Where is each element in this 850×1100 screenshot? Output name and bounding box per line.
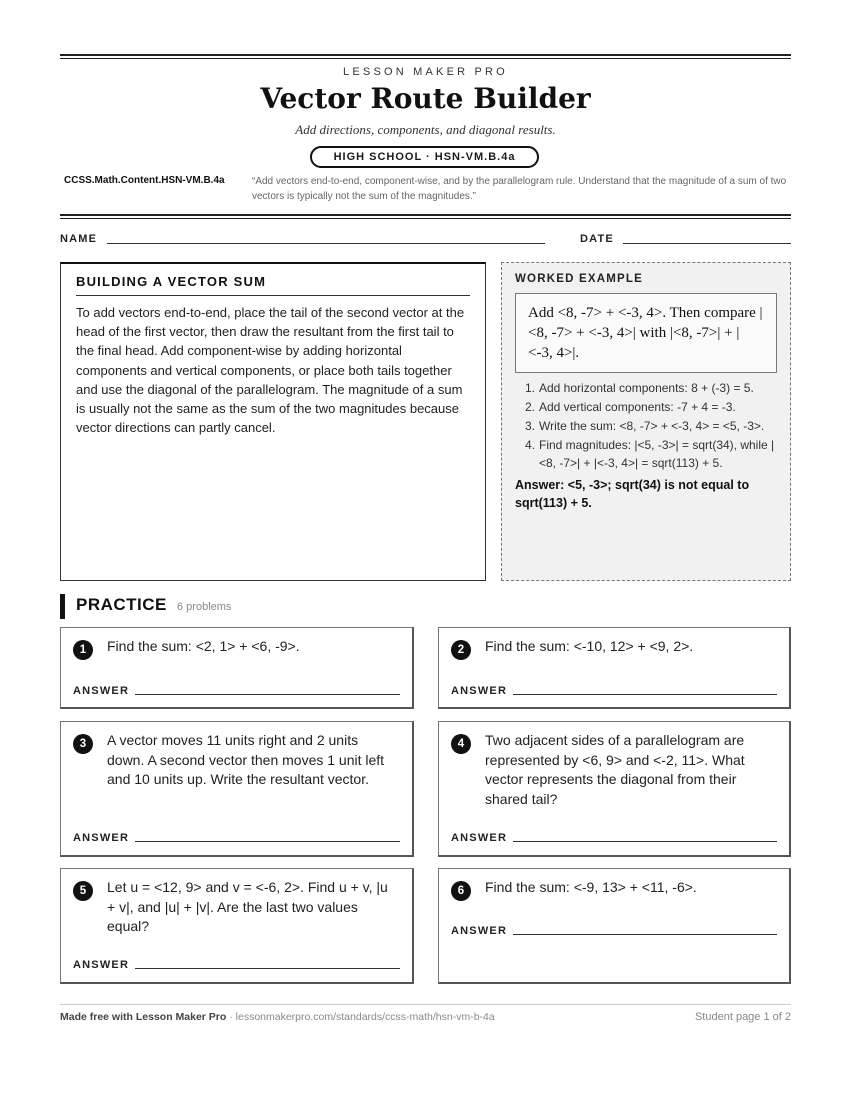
answer-line[interactable] bbox=[135, 694, 400, 695]
answer-line[interactable] bbox=[135, 968, 400, 969]
worked-example-box bbox=[501, 262, 791, 581]
standard-description: “Add vectors end-to-end, component-wise, and by the parallelogram rule. Understand that the magnitude of a sum of two vectors is typically not the sum of the magnitudes.” bbox=[252, 176, 787, 202]
concept-title: BUILDING A VECTOR SUM bbox=[76, 274, 470, 296]
example-step bbox=[515, 417, 777, 435]
problem-card-5 bbox=[60, 868, 414, 984]
problem-card-3 bbox=[60, 721, 414, 857]
footer-divider bbox=[60, 1004, 791, 1005]
brand-name: LESSON MAKER PRO bbox=[343, 66, 508, 78]
step-number: 1. bbox=[524, 381, 535, 395]
problem-card-2 bbox=[438, 627, 791, 709]
practice-accent-bar bbox=[60, 594, 65, 619]
problem-number-badge: 3 bbox=[73, 734, 93, 754]
step-number: 4. bbox=[524, 438, 535, 452]
answer-line[interactable] bbox=[135, 841, 400, 842]
problem-number-badge: 2 bbox=[451, 640, 471, 660]
step-text: Write the sum: <8, -7> + <-3, 4> = <5, -3>. bbox=[539, 419, 765, 433]
footer-made-with: Made free with Lesson Maker Pro bbox=[60, 1011, 227, 1023]
worked-example-title: WORKED EXAMPLE bbox=[515, 273, 643, 285]
problem-text: Find the sum: <-9, 13> + <11, -6>. bbox=[485, 879, 697, 895]
example-step bbox=[515, 436, 777, 472]
problem-text: Let u = <12, 9> and v = <-6, 2>. Find u + v, |u + v|, and |u| + |v|. Are the last two values equal? bbox=[107, 879, 388, 934]
answer-label: ANSWER bbox=[73, 959, 130, 971]
step-text: Find magnitudes: |<5, -3>| = sqrt(34), while |<8, -7>| + |<-3, 4>| = sqrt(113) + 5. bbox=[539, 438, 775, 470]
problem-number-badge: 4 bbox=[451, 734, 471, 754]
problem-number-badge: 1 bbox=[73, 640, 93, 660]
step-text: Add horizontal components: 8 + (-3) = 5. bbox=[539, 381, 754, 395]
concept-body: To add vectors end-to-end, place the tail of the second vector at the head of the first vector, then draw the resultant from the first tail to the final head. Add component-wise by adding horizontal components and vertical components, or place both tails together and use the diagonal of the parallelogram. The magnitude of a sum is usually not the same as the sum of the two magnitudes because vector directions can partly cancel. bbox=[76, 305, 465, 436]
worked-example-prompt: Add <8, -7> + <-3, 4>. Then compare |<8, -7> + <-3, 4>| with |<8, -7>| + |<-3, 4>|. bbox=[515, 293, 777, 373]
problem-card-6 bbox=[438, 868, 791, 984]
answer-label: ANSWER bbox=[451, 925, 508, 937]
worked-example-answer: Answer: <5, -3>; sqrt(34) is not equal to sqrt(113) + 5. bbox=[515, 478, 750, 510]
concept-box bbox=[60, 262, 486, 581]
problem-text: Two adjacent sides of a parallelogram are represented by <6, 9> and <-2, 11>. What vector represents the diagonal from their shared tail? bbox=[485, 732, 745, 807]
header-bottom-double-rule bbox=[60, 214, 791, 219]
problem-number-badge: 5 bbox=[73, 881, 93, 901]
footer-credit bbox=[60, 1011, 495, 1023]
example-step bbox=[515, 379, 777, 397]
problem-card-1 bbox=[60, 627, 414, 709]
name-label: NAME bbox=[60, 233, 98, 245]
worked-example-steps bbox=[515, 379, 777, 472]
worksheet-page bbox=[60, 0, 791, 1100]
problem-text: A vector moves 11 units right and 2 units down. A second vector then moves 1 unit left and 10 units up. Write the resultant vector. bbox=[107, 732, 385, 787]
answer-line[interactable] bbox=[513, 841, 777, 842]
answer-line[interactable] bbox=[513, 694, 777, 695]
problem-card-4 bbox=[438, 721, 791, 857]
example-step bbox=[515, 398, 777, 416]
problem-text: Find the sum: <2, 1> + <6, -9>. bbox=[107, 638, 300, 654]
step-number: 3. bbox=[524, 419, 535, 433]
answer-label: ANSWER bbox=[451, 832, 508, 844]
grade-standard-badge: HIGH SCHOOL · HSN-VM.B.4a bbox=[310, 146, 539, 168]
answer-label: ANSWER bbox=[73, 832, 130, 844]
practice-count: 6 problems bbox=[177, 601, 232, 613]
step-text: Add vertical components: -7 + 4 = -3. bbox=[539, 400, 736, 414]
step-number: 2. bbox=[524, 400, 535, 414]
page-subtitle: Add directions, components, and diagonal results. bbox=[295, 122, 556, 137]
answer-label: ANSWER bbox=[73, 685, 130, 697]
page-title: Vector Route Builder bbox=[260, 82, 591, 115]
practice-title: PRACTICE bbox=[76, 595, 167, 614]
footer-link[interactable]: · lessonmakerpro.com/standards/ccss-math/hsn-vm-b-4a bbox=[226, 1011, 495, 1023]
problem-number-badge: 6 bbox=[451, 881, 471, 901]
name-field-line[interactable] bbox=[107, 243, 545, 244]
standard-code: CCSS.Math.Content.HSN-VM.B.4a bbox=[64, 175, 225, 186]
answer-line[interactable] bbox=[513, 934, 777, 935]
footer-page-number: Student page 1 of 2 bbox=[694, 1011, 791, 1023]
date-label: DATE bbox=[580, 233, 614, 245]
answer-label: ANSWER bbox=[451, 685, 508, 697]
date-field-line[interactable] bbox=[623, 243, 791, 244]
top-double-rule bbox=[60, 54, 791, 59]
problem-text: Find the sum: <-10, 12> + <9, 2>. bbox=[485, 638, 694, 654]
